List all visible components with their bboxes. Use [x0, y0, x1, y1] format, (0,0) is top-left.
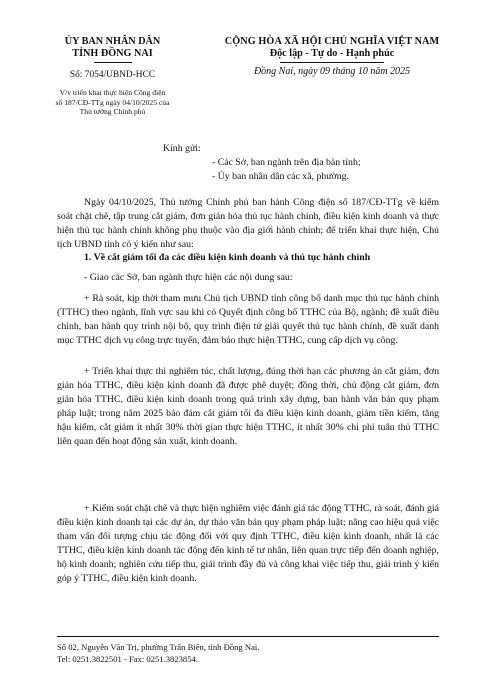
issuer-underline	[94, 62, 132, 63]
section-heading: 1. Về cắt giảm tối đa các điều kiện kinh doanh và thủ tục hành chính	[84, 252, 371, 263]
motto-underline	[280, 62, 384, 63]
task-paragraph-1: + Rà soát, kịp thời tham mưu Chủ tịch UBND tỉnh công bố danh mục thủ tục hành chính (TTHC) theo ngành, lĩnh vực sau khi có Quyết định công bố TTHC của Bộ, ngành; đề xuất điều chỉnh, ban hành quy trình nội bộ, quy trình điện tử giải quyết thủ tục hành chính, đề xuất danh mục TTHC dịch vụ công trực tuyến, đảm bảo thực hiện TTHC, cung cấp dịch vụ công.	[57, 293, 439, 346]
issue-date: Đồng Nai, ngày 09 tháng 10 năm 2025	[253, 66, 411, 77]
recipient-item: - Các Sở, ban ngành trên địa bàn tỉnh;	[212, 157, 361, 168]
recipient-item: - Ủy ban nhân dân các xã, phường.	[212, 171, 349, 182]
national-motto: Độc lập - Tự do - Hạnh phúc	[269, 48, 395, 59]
footer-contact: Tel: 0251.3822501 - Fax: 0251.3823854.	[57, 654, 198, 664]
recipients-label: Kính gửi:	[163, 143, 201, 154]
task-paragraph-3: + Kiểm soát chặt chẽ và thực hiện nghiêm việc đánh giá tác động TTHC, rà soát, đánh giá điều kiện kinh doanh tại các dự án, dự thảo văn bản quy phạm pháp luật; nâng cao hiệu quả việc tham vấn đối tượng chịu tác động đối với quy định TTHC, điều kiện kinh doanh, nhất là các TTHC, điều kiện kinh doanh tác động đến kinh tế tư nhân, liên quan trực tiếp đến doanh nghiệp, hộ kinh doanh; nghiên cứu tiếp thu, giải trình đầy đủ và công khai việc tiếp thu, giải trình ý kiến góp ý TTHC, điều kiện kinh doanh.	[57, 503, 439, 584]
issuer-block	[45, 36, 180, 117]
footer	[57, 641, 259, 665]
document-subject	[45, 88, 180, 117]
footer-address: Số 02, Nguyễn Văn Trị, phường Trấn Biên, tỉnh Đồng Nai.	[57, 642, 260, 652]
issuer-name: ỦY BAN NHÂN DÂN	[64, 36, 161, 47]
subject-line: số 187/CĐ-TTg ngày 04/10/2025 của	[55, 97, 170, 107]
subject-line: Thủ tướng Chính phủ	[79, 107, 146, 116]
task-paragraph-2: + Triển khai thực thi nghiêm túc, chất lượng, đúng thời hạn các phương án cắt giảm, đơn giản hóa TTHC, điều kiện kinh doanh đã được phê duyệt; đồng thời, chủ động cắt giảm, đơn giản hóa TTHC, điều kiện kinh doanh trong quá trình xây dựng, ban hành văn bản quy phạm pháp luật; trong năm 2025 bảo đảm cắt giảm tối đa điều kiện kinh doanh, giảm tiền kiểm, tăng hậu kiểm, cắt giảm ít nhất 30% thời gian thực hiện TTHC, ít nhất 30% chi phí tuân thủ TTHC liên quan đến hoạt động sản xuất, kinh doanh.	[57, 366, 439, 447]
issuer-province: TỈNH ĐỒNG NAI	[72, 48, 153, 59]
subject-line: V/v triển khai thực hiện Công điện	[59, 88, 166, 97]
assignment-line: - Giao các Sở, ban ngành thực hiện các nội dung sau:	[84, 272, 293, 283]
national-title: CỘNG HÒA XÃ HỘI CHỦ NGHĨA VIỆT NAM	[224, 36, 440, 47]
footer-divider	[57, 636, 439, 637]
intro-paragraph: Ngày 04/10/2025, Thủ tướng Chính phủ ban hành Công điện số 187/CĐ-TTg về kiểm soát chặt chẽ, tập trung cắt giảm, đơn giản hóa thủ tục hành chính, điều kiện kinh doanh và thực hiện thủ tục hành chính không phụ thuộc vào địa giới hành chính; để triển khai thực hiện, Chủ tịch UBND tỉnh có ý kiến như sau:	[57, 197, 439, 250]
document-number: Số: 7054/UBND-HCC	[69, 70, 156, 80]
national-header	[206, 36, 458, 78]
